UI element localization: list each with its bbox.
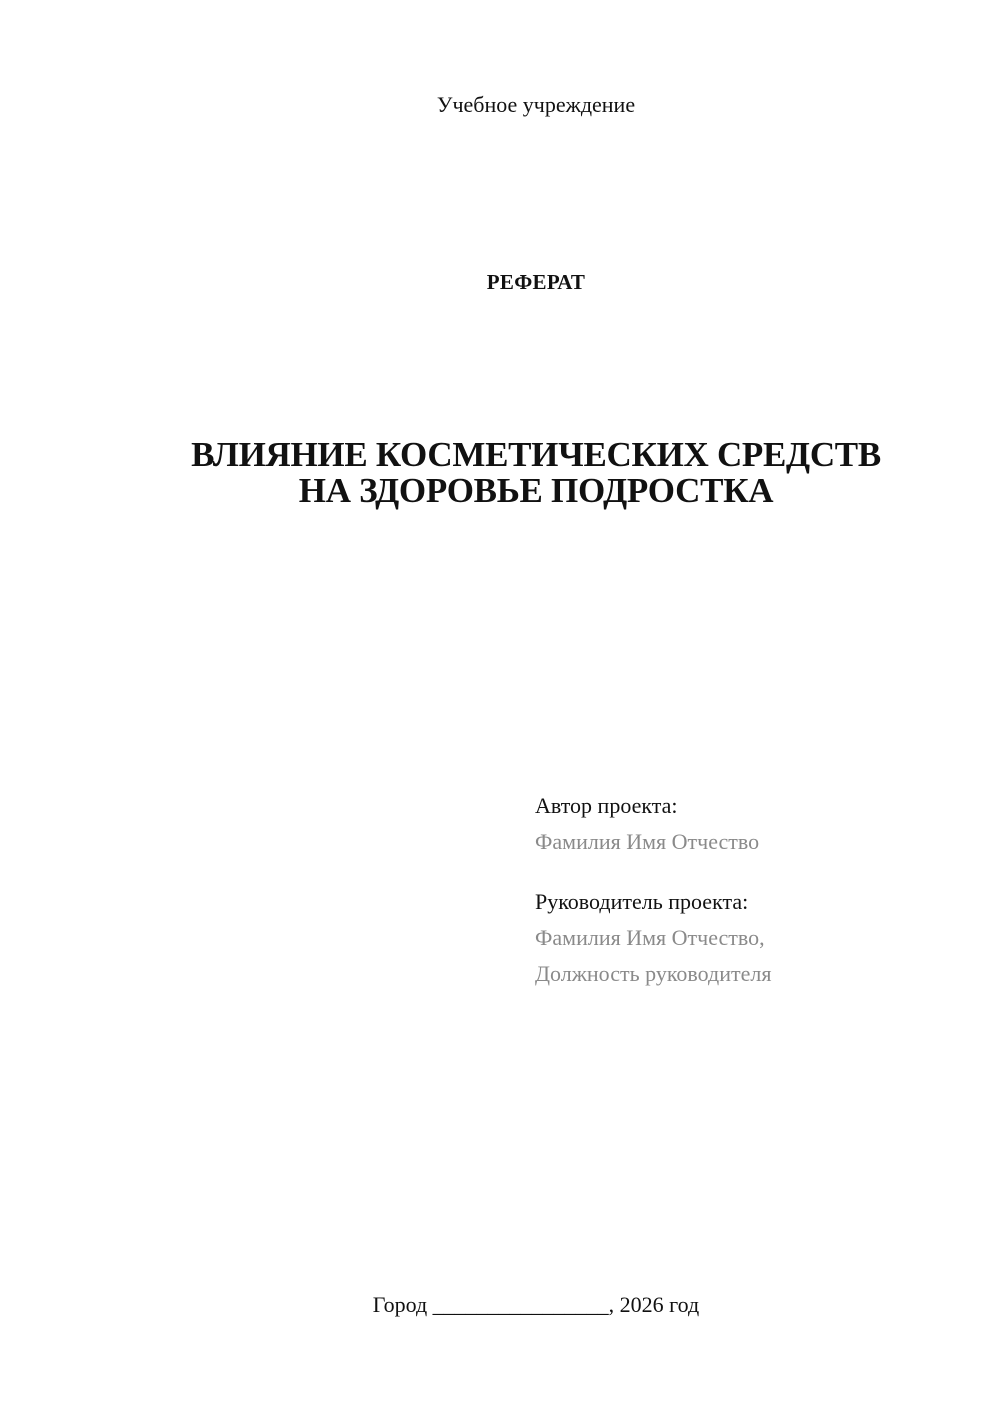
credits-spacer: [535, 860, 975, 884]
author-label: Автор проекта:: [535, 793, 678, 818]
city-year-line: Город ________________, 2026 год: [372, 1292, 700, 1317]
supervisor-label: Руководитель проекта:: [535, 889, 749, 914]
institution-name: Учебное учреждение: [436, 92, 636, 117]
document-title: [0, 437, 1000, 509]
credits-block: [535, 788, 975, 992]
document-title-line-1: ВЛИЯНИЕ КОСМЕТИЧЕСКИХ СРЕДСТВ: [191, 435, 881, 474]
supervisor-position: Должность руководителя: [535, 961, 772, 986]
document-type: РЕФЕРАТ: [486, 270, 586, 294]
document-title-line-2: НА ЗДОРОВЬЕ ПОДРОСТКА: [298, 471, 774, 510]
author-name: Фамилия Имя Отчество: [535, 829, 760, 854]
supervisor-name: Фамилия Имя Отчество,: [535, 925, 765, 950]
